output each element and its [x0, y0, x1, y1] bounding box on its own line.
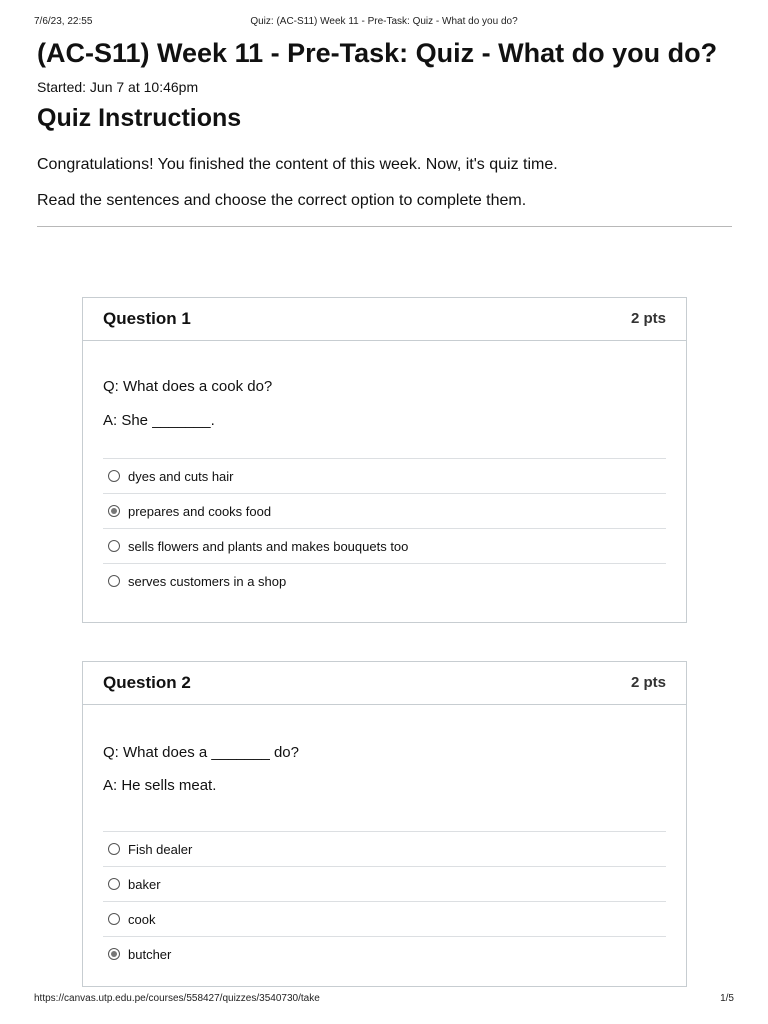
answer-prompt: A: He sells meat.: [103, 777, 217, 794]
started-timestamp: Started: Jun 7 at 10:46pm: [37, 79, 199, 95]
answer-prompt: A: She _______.: [103, 412, 215, 429]
radio-button[interactable]: [108, 575, 120, 587]
question-title: Question 1: [103, 309, 191, 328]
answer-option[interactable]: [103, 494, 666, 529]
print-header: [0, 16, 768, 30]
question-points: 2 pts: [630, 310, 666, 327]
answer-option[interactable]: [103, 867, 666, 902]
question-body: [83, 378, 686, 598]
question-card-2: [82, 661, 687, 987]
radio-button-selected[interactable]: [108, 505, 120, 517]
answer-label: cook: [128, 911, 156, 927]
answer-option[interactable]: [103, 529, 666, 564]
instructions-paragraph: Read the sentences and choose the correct option to complete them.: [37, 192, 527, 209]
answer-label: prepares and cooks food: [128, 503, 272, 519]
radio-button-selected[interactable]: [108, 948, 120, 960]
answer-label: butcher: [128, 946, 172, 962]
answer-label: baker: [128, 876, 161, 892]
question-points: 2 pts: [630, 674, 666, 691]
answer-option[interactable]: [103, 937, 666, 971]
question-text: Q: What does a cook do?: [103, 378, 273, 395]
instructions-paragraph: Congratulations! You finished the content of this week. Now, it's quiz time.: [37, 156, 558, 173]
page-number: 1/5: [720, 993, 734, 1004]
question-text: Q: What does a _______ do?: [103, 744, 299, 761]
quiz-intro: [37, 34, 737, 227]
radio-button[interactable]: [108, 470, 120, 482]
divider: [37, 226, 732, 227]
print-footer: [0, 993, 768, 1007]
question-body: [83, 744, 686, 971]
answer-option[interactable]: [103, 902, 666, 937]
instructions-heading: Quiz Instructions: [37, 104, 242, 132]
radio-button[interactable]: [108, 878, 120, 890]
question-header: [83, 662, 686, 705]
answer-option[interactable]: [103, 459, 666, 494]
radio-button[interactable]: [108, 913, 120, 925]
answer-label: serves customers in a shop: [128, 573, 287, 589]
answer-list: [103, 831, 666, 971]
print-document-title: Quiz: (AC-S11) Week 11 - Pre-Task: Quiz - What do you do?: [250, 16, 518, 27]
quiz-title: (AC-S11) Week 11 - Pre-Task: Quiz - What do you do?: [37, 38, 718, 68]
answer-label: sells flowers and plants and makes bouquets too: [128, 538, 409, 554]
radio-button[interactable]: [108, 540, 120, 552]
question-header: [83, 298, 686, 341]
print-date: 7/6/23, 22:55: [34, 16, 93, 27]
answer-option[interactable]: [103, 564, 666, 598]
question-title: Question 2: [103, 673, 191, 692]
radio-button[interactable]: [108, 843, 120, 855]
answer-option[interactable]: [103, 832, 666, 867]
answer-label: dyes and cuts hair: [128, 468, 234, 484]
answer-label: Fish dealer: [128, 841, 193, 857]
answer-list: [103, 458, 666, 598]
print-url: https://canvas.utp.edu.pe/courses/558427/quizzes/3540730/take: [34, 993, 320, 1004]
question-card-1: [82, 297, 687, 623]
